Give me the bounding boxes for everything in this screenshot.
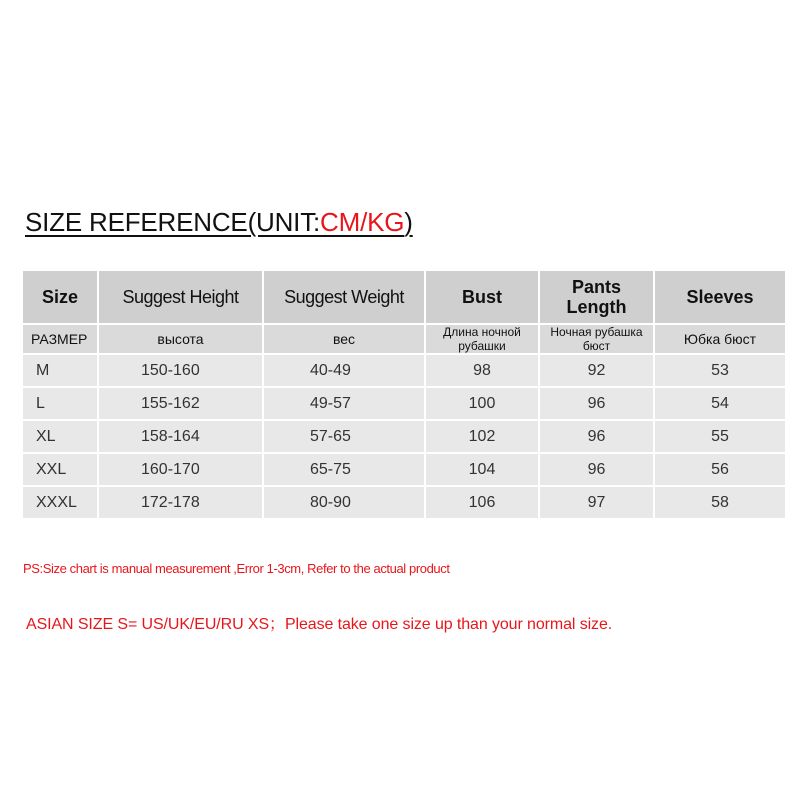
subheader-weight: вес bbox=[264, 325, 424, 353]
cell-sleeves: 53 bbox=[655, 355, 785, 386]
table-row bbox=[23, 454, 785, 485]
cell-bust: 102 bbox=[426, 421, 538, 452]
cell-bust: 106 bbox=[426, 487, 538, 518]
cell-size: XXL bbox=[23, 454, 97, 485]
cell-size: M bbox=[23, 355, 97, 386]
table-row bbox=[23, 388, 785, 419]
cell-pants-length: 96 bbox=[540, 421, 653, 452]
table-subheader-row bbox=[23, 325, 785, 353]
title-prefix: SIZE REFERENCE(UNIT: bbox=[25, 207, 321, 237]
subheader-height: высота bbox=[99, 325, 262, 353]
cell-height: 155-162 bbox=[99, 388, 262, 419]
size-chart-table bbox=[21, 269, 787, 520]
cell-sleeves: 54 bbox=[655, 388, 785, 419]
cell-sleeves: 58 bbox=[655, 487, 785, 518]
cell-height: 160-170 bbox=[99, 454, 262, 485]
cell-size: XXXL bbox=[23, 487, 97, 518]
subheader-pants-length: Ночная рубашка бюст bbox=[540, 325, 653, 353]
measurement-note: PS:Size chart is manual measurement ,Error 1-3cm, Refer to the actual product bbox=[23, 561, 450, 576]
cell-bust: 100 bbox=[426, 388, 538, 419]
cell-pants-length: 96 bbox=[540, 388, 653, 419]
cell-weight: 65-75 bbox=[264, 454, 424, 485]
header-bust: Bust bbox=[426, 271, 538, 323]
header-size: Size bbox=[23, 271, 97, 323]
cell-height: 172-178 bbox=[99, 487, 262, 518]
table-row bbox=[23, 421, 785, 452]
cell-pants-length: 96 bbox=[540, 454, 653, 485]
cell-weight: 40-49 bbox=[264, 355, 424, 386]
page-title bbox=[25, 207, 413, 238]
header-weight: Suggest Weight bbox=[264, 271, 424, 323]
cell-weight: 57-65 bbox=[264, 421, 424, 452]
cell-height: 158-164 bbox=[99, 421, 262, 452]
cell-bust: 98 bbox=[426, 355, 538, 386]
header-pants-length: Pants Length bbox=[540, 271, 653, 323]
cell-bust: 104 bbox=[426, 454, 538, 485]
title-suffix: ) bbox=[404, 207, 413, 237]
table-header-row bbox=[23, 271, 785, 323]
cell-height: 150-160 bbox=[99, 355, 262, 386]
header-height: Suggest Height bbox=[99, 271, 262, 323]
asian-size-note: ASIAN SIZE S= US/UK/EU/RU XS；Please take one size up than your normal size. bbox=[26, 616, 613, 633]
table-row bbox=[23, 355, 785, 386]
cell-pants-length: 97 bbox=[540, 487, 653, 518]
cell-sleeves: 55 bbox=[655, 421, 785, 452]
cell-weight: 80-90 bbox=[264, 487, 424, 518]
cell-pants-length: 92 bbox=[540, 355, 653, 386]
title-unit: CM/KG bbox=[320, 207, 405, 237]
cell-sleeves: 56 bbox=[655, 454, 785, 485]
table-row bbox=[23, 487, 785, 518]
cell-weight: 49-57 bbox=[264, 388, 424, 419]
cell-size: L bbox=[23, 388, 97, 419]
subheader-bust: Длина ночной рубашки bbox=[426, 325, 538, 353]
cell-size: XL bbox=[23, 421, 97, 452]
subheader-size: РАЗМЕР bbox=[23, 325, 97, 353]
subheader-sleeves: Юбка бюст bbox=[655, 325, 785, 353]
header-sleeves: Sleeves bbox=[655, 271, 785, 323]
